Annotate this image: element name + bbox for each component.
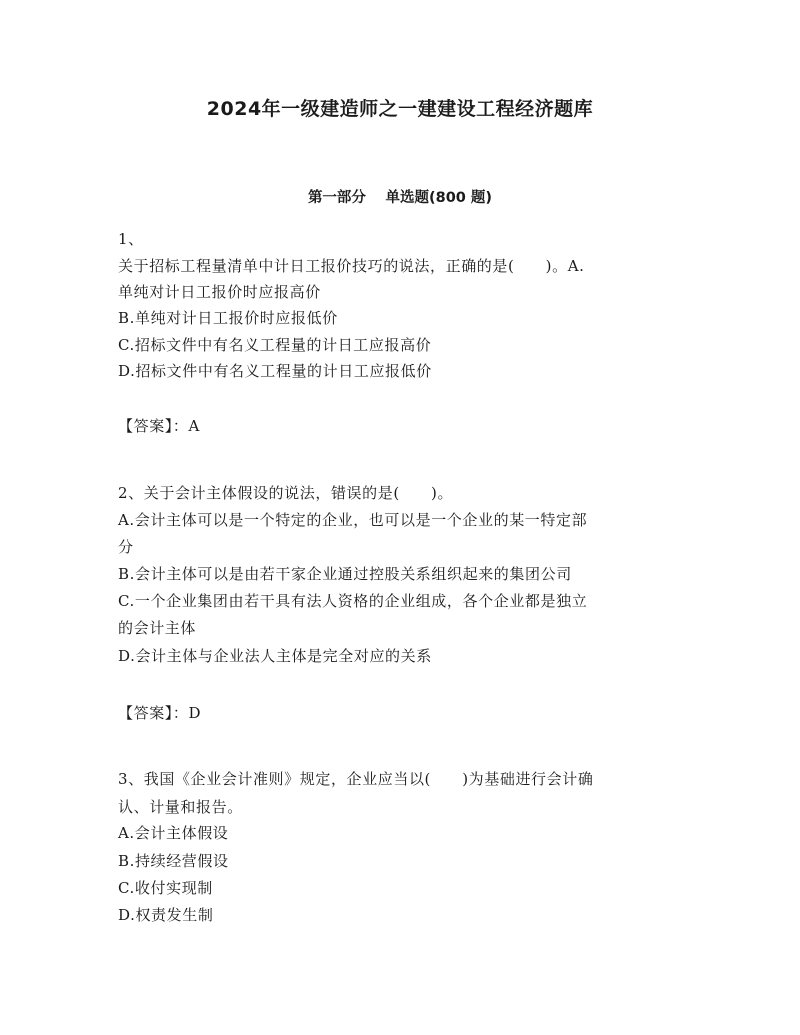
question-1-option-c: C.招标文件中有名义工程量的计日工应报高价 [118,336,432,354]
question-2-option-c-cont: 的会计主体 [118,619,197,637]
question-3-option-a: A.会计主体假设 [118,824,229,842]
question-2-option-b: B.会计主体可以是由若干家企业通过控股关系组织起来的集团公司 [118,565,572,583]
question-2-option-a: A.会计主体可以是一个特定的企业，也可以是一个企业的某一特定部 [118,511,588,529]
question-1-answer: 【答案】：A [118,417,200,435]
question-3-option-d: D.权责发生制 [118,906,214,924]
question-1-stem-cont: 单纯对计日工报价时应报高价 [118,283,321,301]
question-3-option-c: C.收付实现制 [118,879,213,897]
page-title: 2024年一级建造师之一建建设工程经济题库 [206,98,594,120]
question-1-number: 1、 [118,230,144,248]
question-1-option-b: B.单纯对计日工报价时应报低价 [118,309,338,327]
question-3-option-b: B.持续经营假设 [118,852,229,870]
question-1-stem: 关于招标工程量清单中计日工报价技巧的说法，正确的是( )。A. [118,257,585,275]
question-2-option-a-cont: 分 [118,538,134,556]
section-heading: 第一部分 单选题(800 题) [307,190,493,206]
question-2-stem: 2、关于会计主体假设的说法，错误的是( )。 [118,484,454,502]
question-3-stem-cont: 认、计量和报告。 [118,798,243,816]
question-3-stem: 3、我国《企业会计准则》规定，企业应当以( )为基础进行会计确 [118,770,594,788]
question-2-option-c: C.一个企业集团由若干具有法人资格的企业组成，各个企业都是独立 [118,592,588,610]
question-2-option-d: D.会计主体与企业法人主体是完全对应的关系 [118,647,432,665]
question-1-option-d: D.招标文件中有名义工程量的计日工应报低价 [118,362,432,380]
question-2-answer: 【答案】：D [118,704,202,722]
